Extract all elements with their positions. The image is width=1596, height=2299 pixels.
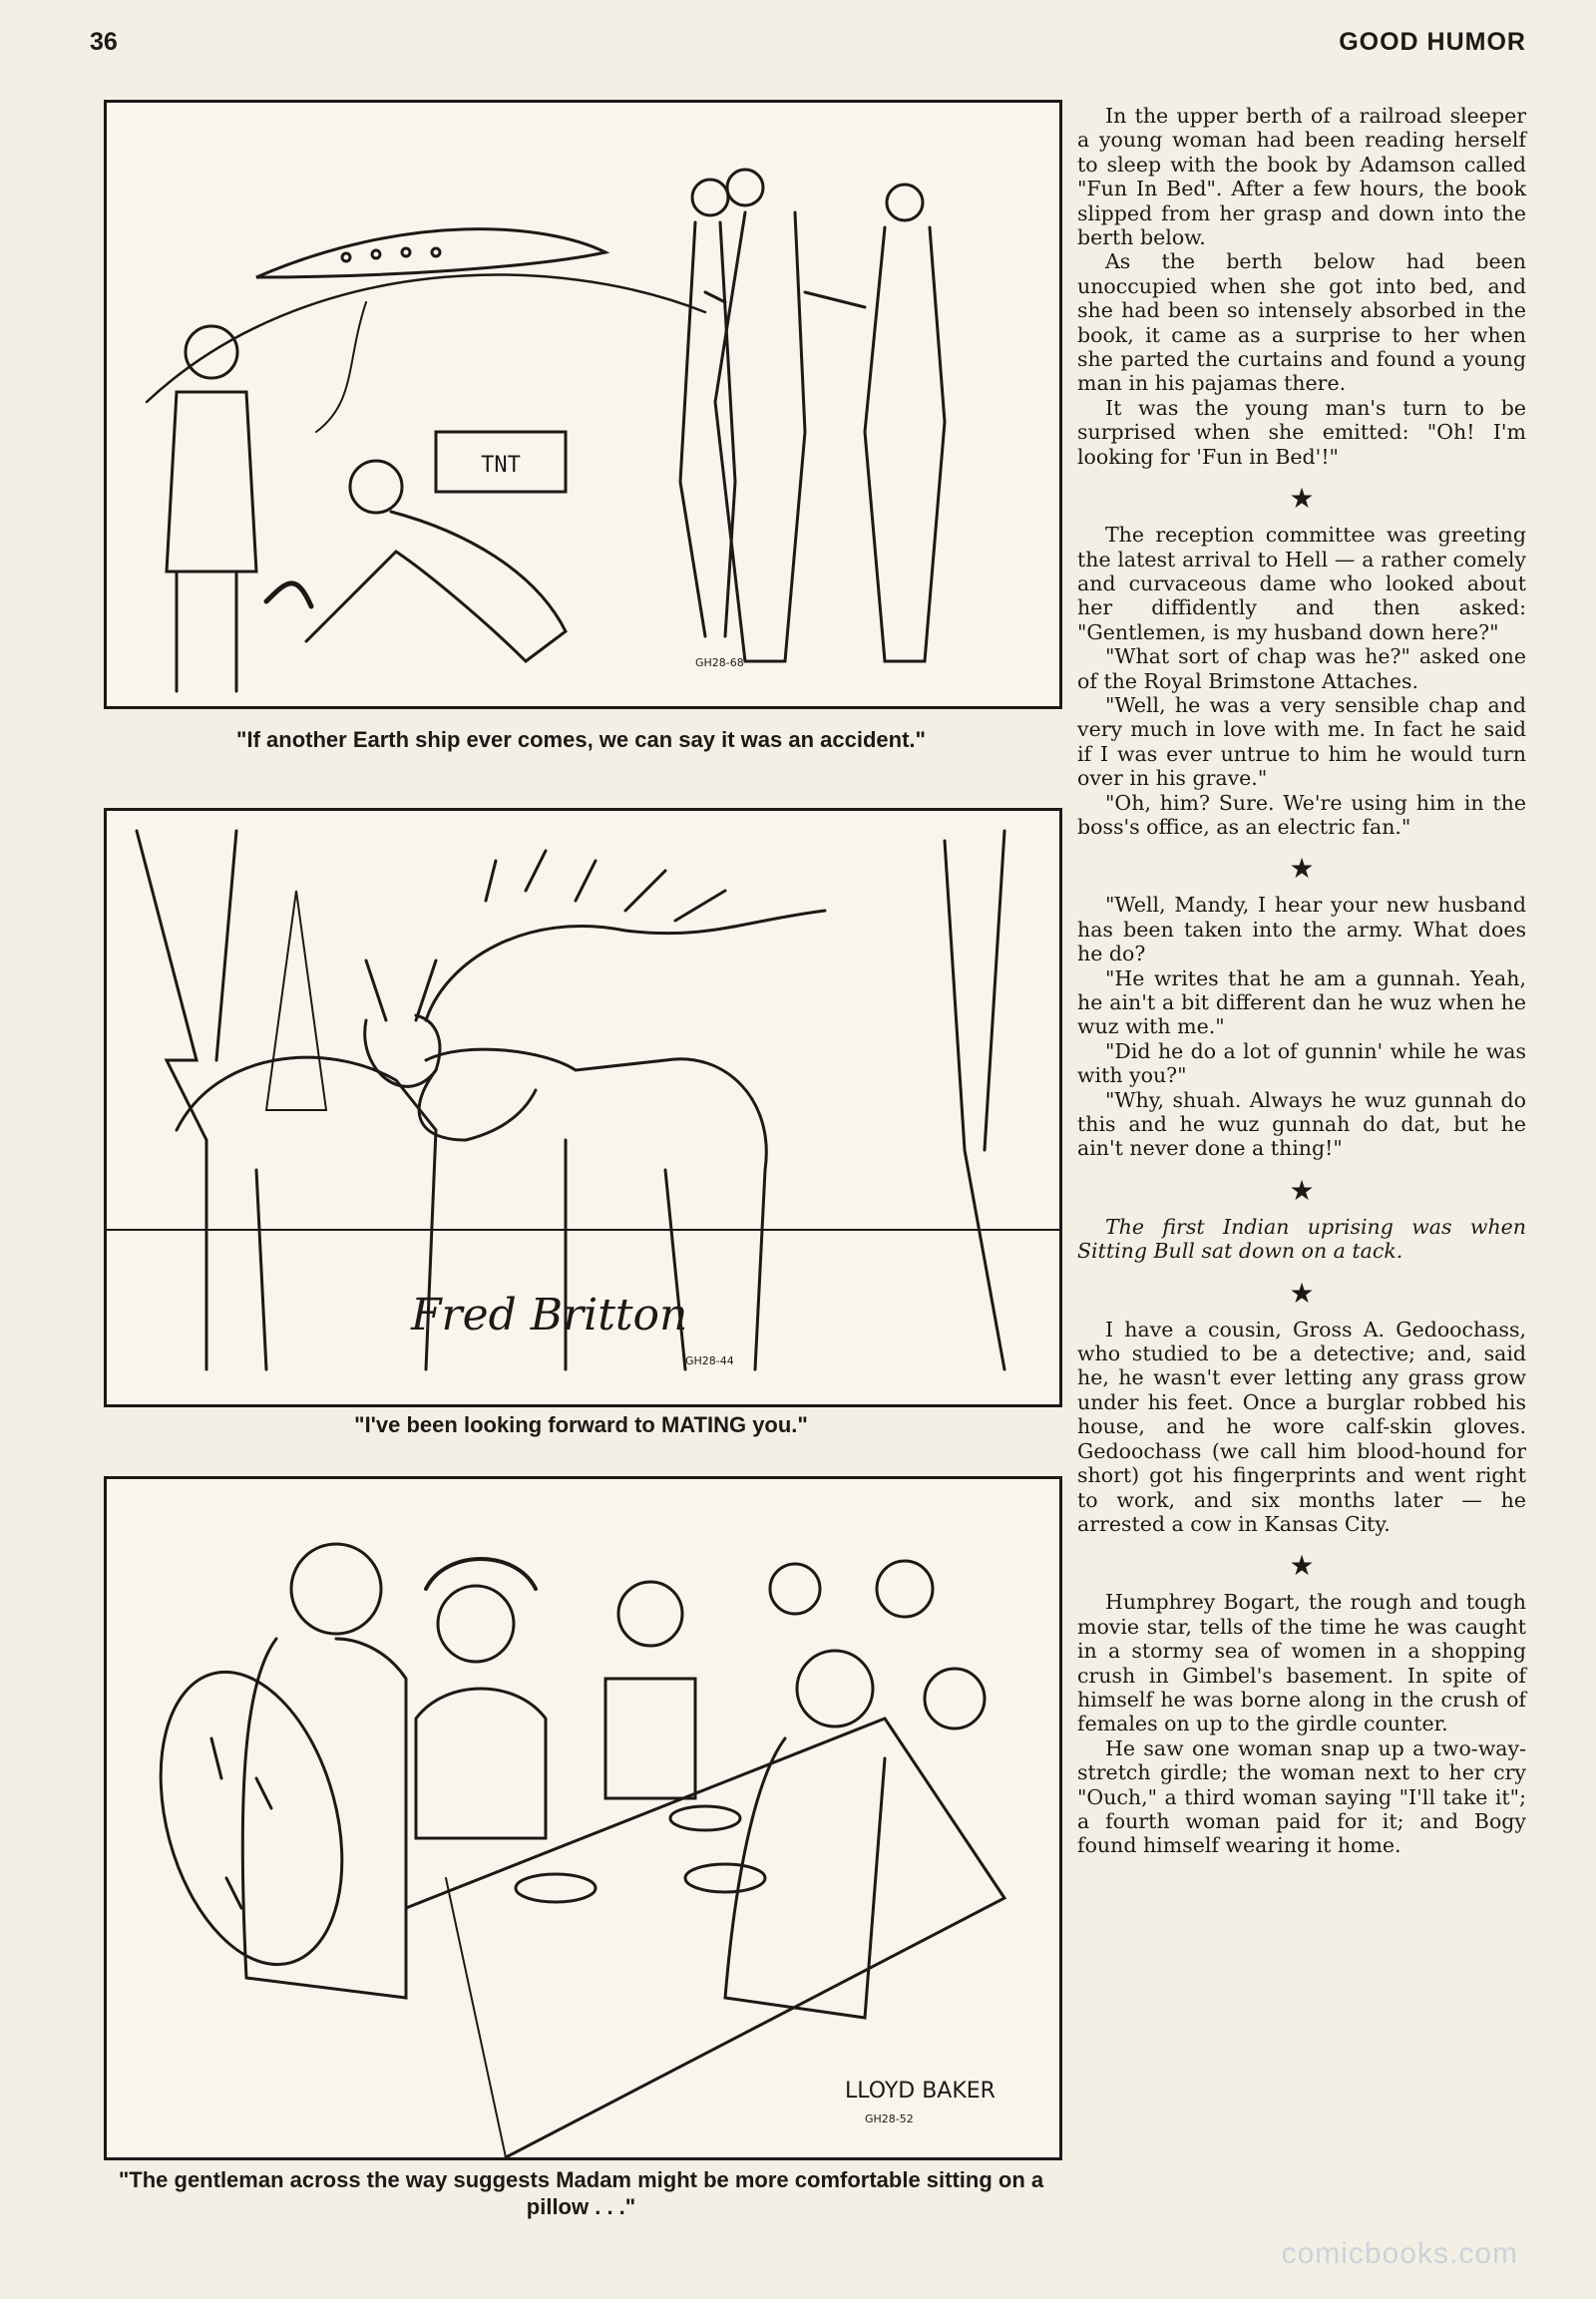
cartoon-dinner [104, 1476, 1062, 2160]
joke-paragraph: The reception committee was greeting the latest arrival to Hell — a rather comely and curvaceous dame who looked about her diffidently and then asked: "Gentlemen, is my husband down here?" [1077, 523, 1526, 644]
joke-paragraph: It was the young man's turn to be surprised when she emitted: "Oh! I'm looking for 'Fun in Bed'!" [1077, 395, 1526, 469]
jokes-column [1077, 104, 1526, 1858]
joke-paragraph: "What sort of chap was he?" asked one of the Royal Brimstone Attaches. [1077, 644, 1526, 693]
cartoon-moose [104, 808, 1062, 1407]
star-separator: ★ [1289, 482, 1315, 516]
joke-paragraph: "Oh, him? Sure. We're using him in the boss's office, as an electric fan." [1077, 790, 1526, 839]
cartoon-code: GH28-52 [865, 2112, 914, 2125]
star-separator: ★ [1289, 1549, 1315, 1583]
joke-paragraph: "Did he do a lot of gunnin' while he was with you?" [1077, 1038, 1526, 1088]
joke-paragraph: I have a cousin, Gross A. Gedoochass, who studied to be a detective; and, said he, he wasn't ever letting any grass grow under his feet. Once a burglar robbed his house, and he wore calf-skin gloves. Gedoochass (we call him blood-hound for short) got his fingerprints and went right to work, and six months later — he arrested a cow in Kansas City. [1077, 1317, 1526, 1536]
joke-paragraph: "Well, he was a very sensible chap and very much in love with me. In fact he said if I was ever untrue to him he would turn over in his grave." [1077, 692, 1526, 791]
joke-paragraph: In the upper berth of a railroad sleeper a young woman had been reading herself to sleep with the book by Adamson called "Fun In Bed". After a few hours, the book slipped from her grasp and down into the berth below. [1077, 104, 1526, 250]
joke-paragraph: As the berth below had been unoccupied when she got into bed, and she had been so intensely absorbed in the book, it came as a surprise to her when she parted the curtains and found a young man in his pajamas there. [1077, 249, 1526, 396]
star-separator: ★ [1289, 852, 1315, 886]
watermark: comicbooks.com [1281, 2237, 1518, 2270]
artist-signature: LLOYD BAKER [845, 2079, 996, 2104]
star-separator: ★ [1289, 1173, 1315, 1207]
cartoon-code: GH28-44 [685, 1354, 734, 1367]
magazine-title: GOOD HUMOR [1339, 28, 1526, 56]
joke-paragraph: "He writes that he am a gunnah. Yeah, he ain't a bit different dan he wuz when he wuz with me." [1077, 965, 1526, 1039]
star-separator: ★ [1289, 1276, 1315, 1310]
tnt-label: TNT [481, 453, 521, 478]
cartoon-code: GH28-68 [695, 656, 744, 669]
joke-paragraph: "Why, shuah. Always he wuz gunnah do this and he wuz gunnah do dat, but he ain't never done a thing!" [1077, 1087, 1526, 1161]
joke-paragraph: The first Indian uprising was when Sitting Bull sat down on a tack. [1077, 1214, 1526, 1264]
caption-cartoon-1: "If another Earth ship ever comes, we can say it was an accident." [236, 727, 926, 752]
joke-paragraph: "Well, Mandy, I hear your new husband has been taken into the army. What does he do? [1077, 893, 1526, 966]
page-number: 36 [90, 28, 118, 56]
artist-signature: Fred Britton [411, 1290, 688, 1341]
caption-cartoon-2: "I've been looking forward to MATING you." [354, 1412, 808, 1437]
joke-paragraph: He saw one woman snap up a two-way-stretch girdle; the woman next to her cry "Ouch," a third woman saying "I'll take it"; a fourth woman paid for it; and Bogy found himself wearing it home. [1077, 1735, 1526, 1858]
cartoon-spaceship [104, 100, 1062, 709]
caption-cartoon-3: "The gentleman across the way suggests Madam might be more comfortable sitting on a pillow . . ." [118, 2167, 1044, 2219]
joke-paragraph: Humphrey Bogart, the rough and tough movie star, tells of the time he was caught in a stormy sea of women in a shopping crush in Gimbel's basement. In spite of himself he was borne along in the crush of females on up to the girdle counter. [1077, 1590, 1526, 1736]
